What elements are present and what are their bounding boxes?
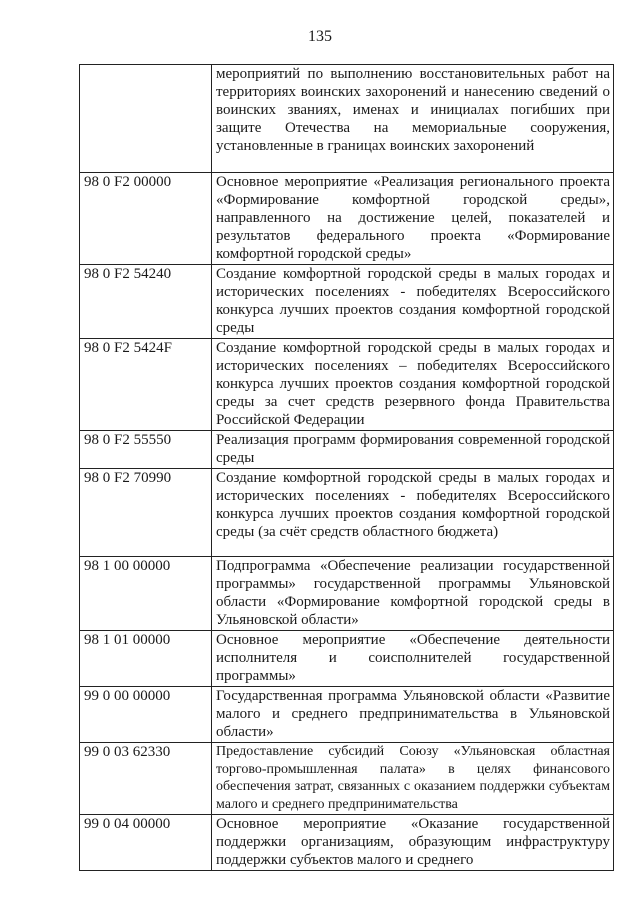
code-cell: 98 0 F2 00000 <box>80 173 212 265</box>
code-cell: 98 0 F2 5424F <box>80 339 212 431</box>
table-row <box>80 265 614 339</box>
description-cell: Подпрограмма «Обеспечение реализации государственной программы» государственной программы Ульяновской области «Формирование комфортной городской среды в Ульяновской области» <box>212 557 614 631</box>
table-row <box>80 65 614 173</box>
code-cell: 98 0 F2 55550 <box>80 431 212 469</box>
code-cell: 99 0 00 00000 <box>80 687 212 743</box>
table-row <box>80 173 614 265</box>
code-cell: 98 0 F2 70990 <box>80 469 212 557</box>
table-row <box>80 815 614 871</box>
table-row <box>80 469 614 557</box>
table-row <box>80 687 614 743</box>
description-cell: Создание комфортной городской среды в малых городах и исторических поселениях - победителях Всероссийского конкурса лучших проектов создания комфортной городской среды (за счёт средств областного бюджета) <box>212 469 614 557</box>
table-row <box>80 743 614 815</box>
description-cell: мероприятий по выполнению восстановительных работ на территориях воинских захоронений и нанесению сведений о воинских званиях, именах и инициалах погибших при защите Отечества на мемориальные сооружения, установленные в границах воинских захоронений <box>212 65 614 173</box>
code-cell <box>80 65 212 173</box>
table-row <box>80 557 614 631</box>
description-cell: Основное мероприятие «Реализация регионального проекта «Формирование комфортной городской среды», направленного на достижение целей, показателей и результатов федерального проекта «Формирование комфортной городской среды» <box>212 173 614 265</box>
code-cell: 99 0 03 62330 <box>80 743 212 815</box>
code-cell: 99 0 04 00000 <box>80 815 212 871</box>
description-cell: Основное мероприятие «Обеспечение деятельности исполнителя и соисполнителей государственной программы» <box>212 631 614 687</box>
description-cell: Основное мероприятие «Оказание государственной поддержки организациям, образующим инфраструктуру поддержки субъектов малого и среднего <box>212 815 614 871</box>
table-row <box>80 431 614 469</box>
description-cell: Создание комфортной городской среды в малых городах и исторических поселениях – победителях Всероссийского конкурса лучших проектов создания комфортной городской среды за счет средств резервного фонда Правительства Российской Федерации <box>212 339 614 431</box>
code-cell: 98 1 01 00000 <box>80 631 212 687</box>
code-cell: 98 0 F2 54240 <box>80 265 212 339</box>
description-cell: Предоставление субсидий Союзу «Ульяновская областная торгово-промышленная палата» в целях финансового обеспечения затрат, связанных с оказанием поддержки субъектам малого и среднего предпринимательства <box>212 743 614 815</box>
code-cell: 98 1 00 00000 <box>80 557 212 631</box>
classification-table <box>79 64 614 871</box>
table-row <box>80 339 614 431</box>
page-number: 135 <box>308 28 332 45</box>
description-cell: Государственная программа Ульяновской области «Развитие малого и среднего предпринимательства в Ульяновской области» <box>212 687 614 743</box>
table-body <box>80 65 614 871</box>
description-cell: Реализация программ формирования современной городской среды <box>212 431 614 469</box>
table-row <box>80 631 614 687</box>
description-cell: Создание комфортной городской среды в малых городах и исторических поселениях - победителях Всероссийского конкурса лучших проектов создания комфортной городской среды <box>212 265 614 339</box>
